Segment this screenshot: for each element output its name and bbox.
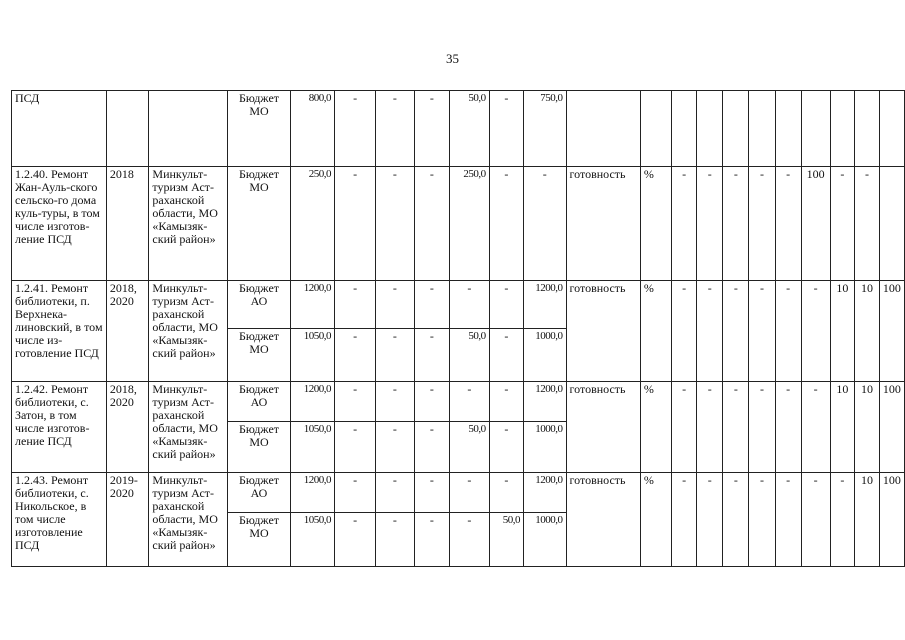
finance-source: Бюджет МО xyxy=(228,167,290,281)
finance-value: 1000,0 xyxy=(524,513,567,567)
finance-value: 1000,0 xyxy=(524,329,567,382)
table-row xyxy=(12,91,905,167)
finance-value: - xyxy=(376,91,414,167)
indicator-value: - xyxy=(697,382,723,473)
finance-value: - xyxy=(334,422,375,473)
indicator-value xyxy=(879,91,904,167)
finance-value: - xyxy=(376,281,414,329)
finance-value: 1200,0 xyxy=(290,281,334,329)
finance-value: - xyxy=(414,167,450,281)
page-number: 35 xyxy=(446,51,459,66)
indicator-value xyxy=(749,91,775,167)
finance-value: - xyxy=(376,513,414,567)
indicator-value: - xyxy=(723,382,749,473)
indicator-value: 100 xyxy=(879,281,904,382)
finance-value: - xyxy=(450,473,489,513)
finance-value: - xyxy=(334,91,375,167)
year-cell: 2019- 2020 xyxy=(106,473,149,567)
indicator-value xyxy=(723,91,749,167)
finance-value: - xyxy=(414,281,450,329)
finance-value: 50,0 xyxy=(450,422,489,473)
indicator-value: 100 xyxy=(801,167,830,281)
table-row xyxy=(12,473,905,513)
finance-source: Бюджет МО xyxy=(228,513,290,567)
indicator-value: - xyxy=(775,167,801,281)
indicator-value: 10 xyxy=(830,382,855,473)
indicator-value xyxy=(697,91,723,167)
year-cell xyxy=(106,91,149,167)
finance-value: - xyxy=(334,473,375,513)
indicator-value: 10 xyxy=(855,382,880,473)
finance-value: - xyxy=(414,513,450,567)
executor-cell xyxy=(149,91,228,167)
table-row xyxy=(12,167,905,281)
finance-value: 1200,0 xyxy=(290,382,334,422)
finance-value: 1200,0 xyxy=(524,473,567,513)
finance-value: - xyxy=(489,281,523,329)
finance-value: - xyxy=(334,167,375,281)
finance-value: 250,0 xyxy=(290,167,334,281)
finance-value: - xyxy=(414,382,450,422)
year-cell: 2018, 2020 xyxy=(106,281,149,382)
indicator-cell xyxy=(566,91,640,167)
finance-value: 1000,0 xyxy=(524,422,567,473)
finance-value: 250,0 xyxy=(450,167,489,281)
executor-cell: Минкульт-туризм Аст-раханской области, МО «Камызяк-ский район» xyxy=(149,281,228,382)
finance-value: - xyxy=(414,329,450,382)
indicator-value: 10 xyxy=(855,473,880,567)
indicator-value: 10 xyxy=(830,281,855,382)
activity-name: 1.2.43. Ремонт библиотеки, с. Никольское, в том числе изготовление ПСД xyxy=(12,473,107,567)
indicator-value xyxy=(855,91,880,167)
indicator-value: - xyxy=(749,473,775,567)
finance-value: 1050,0 xyxy=(290,422,334,473)
indicator-value: - xyxy=(830,167,855,281)
unit-cell xyxy=(640,91,671,167)
finance-value: - xyxy=(489,91,523,167)
finance-value: - xyxy=(414,422,450,473)
indicator-value: - xyxy=(723,167,749,281)
indicator-cell: готовность xyxy=(566,473,640,567)
unit-cell: % xyxy=(640,473,671,567)
finance-value: 50,0 xyxy=(450,329,489,382)
activity-name: ПСД xyxy=(12,91,107,167)
finance-value: 750,0 xyxy=(524,91,567,167)
indicator-value: - xyxy=(749,281,775,382)
year-cell: 2018, 2020 xyxy=(106,382,149,473)
finance-value: - xyxy=(450,281,489,329)
finance-value: - xyxy=(334,382,375,422)
indicator-value: 100 xyxy=(879,473,904,567)
indicator-value: - xyxy=(672,473,697,567)
finance-value: - xyxy=(450,513,489,567)
program-table xyxy=(11,90,905,567)
indicator-value: - xyxy=(672,281,697,382)
indicator-value: - xyxy=(672,382,697,473)
finance-source: Бюджет МО xyxy=(228,91,290,167)
finance-value: - xyxy=(414,91,450,167)
indicator-value: - xyxy=(697,281,723,382)
table-row xyxy=(12,281,905,329)
finance-source: Бюджет АО xyxy=(228,281,290,329)
finance-value: - xyxy=(414,473,450,513)
indicator-value xyxy=(879,167,904,281)
finance-value: 1050,0 xyxy=(290,513,334,567)
finance-value: - xyxy=(489,422,523,473)
finance-value: - xyxy=(334,513,375,567)
indicator-value: - xyxy=(749,167,775,281)
indicator-value xyxy=(672,91,697,167)
finance-value: - xyxy=(524,167,567,281)
finance-value: - xyxy=(450,382,489,422)
finance-value: 1200,0 xyxy=(524,281,567,329)
indicator-value: - xyxy=(775,382,801,473)
finance-value: - xyxy=(489,382,523,422)
indicator-value: - xyxy=(775,281,801,382)
finance-value: 50,0 xyxy=(450,91,489,167)
indicator-value: - xyxy=(830,473,855,567)
indicator-cell: готовность xyxy=(566,382,640,473)
finance-value: - xyxy=(489,167,523,281)
finance-value: 50,0 xyxy=(489,513,523,567)
indicator-value xyxy=(801,91,830,167)
indicator-value xyxy=(830,91,855,167)
indicator-value: - xyxy=(855,167,880,281)
finance-source: Бюджет АО xyxy=(228,473,290,513)
indicator-value: - xyxy=(801,382,830,473)
indicator-cell: готовность xyxy=(566,281,640,382)
year-cell: 2018 xyxy=(106,167,149,281)
indicator-value: 10 xyxy=(855,281,880,382)
indicator-value: - xyxy=(672,167,697,281)
unit-cell: % xyxy=(640,281,671,382)
finance-value: - xyxy=(334,281,375,329)
finance-value: 1050,0 xyxy=(290,329,334,382)
indicator-value: - xyxy=(723,473,749,567)
activity-name: 1.2.41. Ремонт библиотеки, п. Верхнека-линовский, в том числе из-готовление ПСД xyxy=(12,281,107,382)
finance-value: 800,0 xyxy=(290,91,334,167)
finance-value: - xyxy=(334,329,375,382)
finance-value: 1200,0 xyxy=(290,473,334,513)
finance-value: - xyxy=(376,422,414,473)
executor-cell: Минкульт-туризм Аст-раханской области, МО «Камызяк-ский район» xyxy=(149,167,228,281)
activity-name: 1.2.42. Ремонт библиотеки, с. Затон, в том числе изготов-ление ПСД xyxy=(12,382,107,473)
table-row xyxy=(12,382,905,422)
finance-value: - xyxy=(489,473,523,513)
indicator-value: - xyxy=(801,473,830,567)
unit-cell: % xyxy=(640,382,671,473)
indicator-value: - xyxy=(801,281,830,382)
finance-source: Бюджет МО xyxy=(228,422,290,473)
finance-source: Бюджет АО xyxy=(228,382,290,422)
activity-name: 1.2.40. Ремонт Жан-Ауль-ского сельско-го дома куль-туры, в том числе изготов-ление ПСД xyxy=(12,167,107,281)
finance-value: 1200,0 xyxy=(524,382,567,422)
executor-cell: Минкульт-туризм Аст-раханской области, МО «Камызяк-ский район» xyxy=(149,382,228,473)
finance-source: Бюджет МО xyxy=(228,329,290,382)
finance-value: - xyxy=(376,473,414,513)
indicator-value: 100 xyxy=(879,382,904,473)
finance-value: - xyxy=(489,329,523,382)
finance-value: - xyxy=(376,167,414,281)
indicator-value: - xyxy=(697,473,723,567)
indicator-cell: готовность xyxy=(566,167,640,281)
indicator-value: - xyxy=(749,382,775,473)
executor-cell: Минкульт-туризм Аст-раханской области, МО «Камызяк-ский район» xyxy=(149,473,228,567)
indicator-value: - xyxy=(775,473,801,567)
indicator-value: - xyxy=(697,167,723,281)
unit-cell: % xyxy=(640,167,671,281)
indicator-value: - xyxy=(723,281,749,382)
indicator-value xyxy=(775,91,801,167)
finance-value: - xyxy=(376,329,414,382)
finance-value: - xyxy=(376,382,414,422)
